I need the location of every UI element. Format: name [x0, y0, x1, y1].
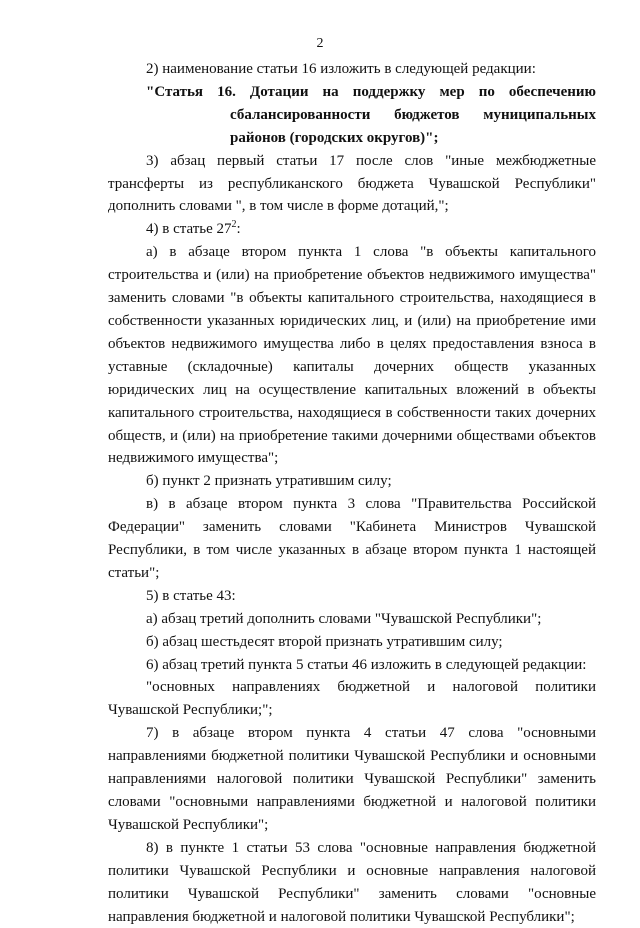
paragraph-item-4 [108, 218, 596, 241]
paragraph-item-5: 5) в статье 43: [146, 587, 236, 604]
paragraph-item-4b: б) пункт 2 признать утратившим силу; [146, 473, 392, 490]
document-body [108, 58, 596, 928]
paragraph-item-6: 6) абзац третий пункта 5 статьи 46 изложить в следующей редакции: [146, 656, 587, 673]
paragraph-item-4a: а) в абзаце втором пункта 1 слова "в объекты капитального строительства и (или) на приобретение объектов недвижимого имущества" заменить словами "в объекты капитального строительства, находящиеся в собственности указанных юридических лиц, и (или) на приобретение ими объектов недвижимого имущества либо в целях предоставления взноса в уставные (складочные) капиталы дочерних обществ указанных юридических лиц на осуществление капитальных вложений в объекты капитального строительства, находящиеся в собственности таких дочерних обществ, и (или) на приобретение такими дочерними обществами объектов недвижимого имущества"; [108, 244, 596, 467]
paragraph-item-3: 3) абзац первый статьи 17 после слов "иные межбюджетные трансферты из республиканского бюджета Чувашской Республики" дополнить словами ", в том числе в форме дотаций,"; [108, 152, 596, 215]
paragraph-item-7: 7) в абзаце втором пункта 4 статьи 47 слова "основными направлениями бюджетной политики Чувашской Республики и основными направлениями налоговой политики Чувашской Республики" заменить словами "основными направлениями бюджетной и налоговой политики Чувашской Республики"; [108, 725, 596, 833]
paragraph-item-4-tail: : [236, 221, 241, 238]
paragraph-item-5a: а) абзац третий дополнить словами "Чувашской Республики"; [146, 610, 542, 627]
paragraph-item-5b: б) абзац шестьдесят второй признать утратившим силу; [146, 633, 503, 650]
page-number: 2 [316, 36, 324, 51]
paragraph-item-4-text: 4) в статье 27 [146, 221, 232, 238]
article-16-heading: "Статья 16. Дотации на поддержку мер по обеспечению сбалансированности бюджетов муниципальных районов (городских округов)"; [146, 83, 596, 146]
paragraph-item-2: 2) наименование статьи 16 изложить в следующей редакции: [146, 61, 536, 77]
paragraph-item-8: 8) в пункте 1 статьи 53 слова "основные направления бюджетной политики Чувашской Республики и основные направления налоговой политики Чувашской Республики" заменить словами "основные направления бюджетной и налоговой политики Чувашской Республики"; [108, 839, 596, 925]
paragraph-item-6-quote: "основных направлениях бюджетной и налоговой политики Чувашской Республики;"; [108, 679, 596, 719]
paragraph-item-4c: в) в абзаце втором пункта 3 слова "Правительства Российской Федерации" заменить словами "Кабинета Министров Чувашской Республики, в том числе указанных в абзаце втором пункта 1 настоящей статьи"; [108, 496, 596, 581]
superscript-number: 2 [231, 219, 237, 231]
